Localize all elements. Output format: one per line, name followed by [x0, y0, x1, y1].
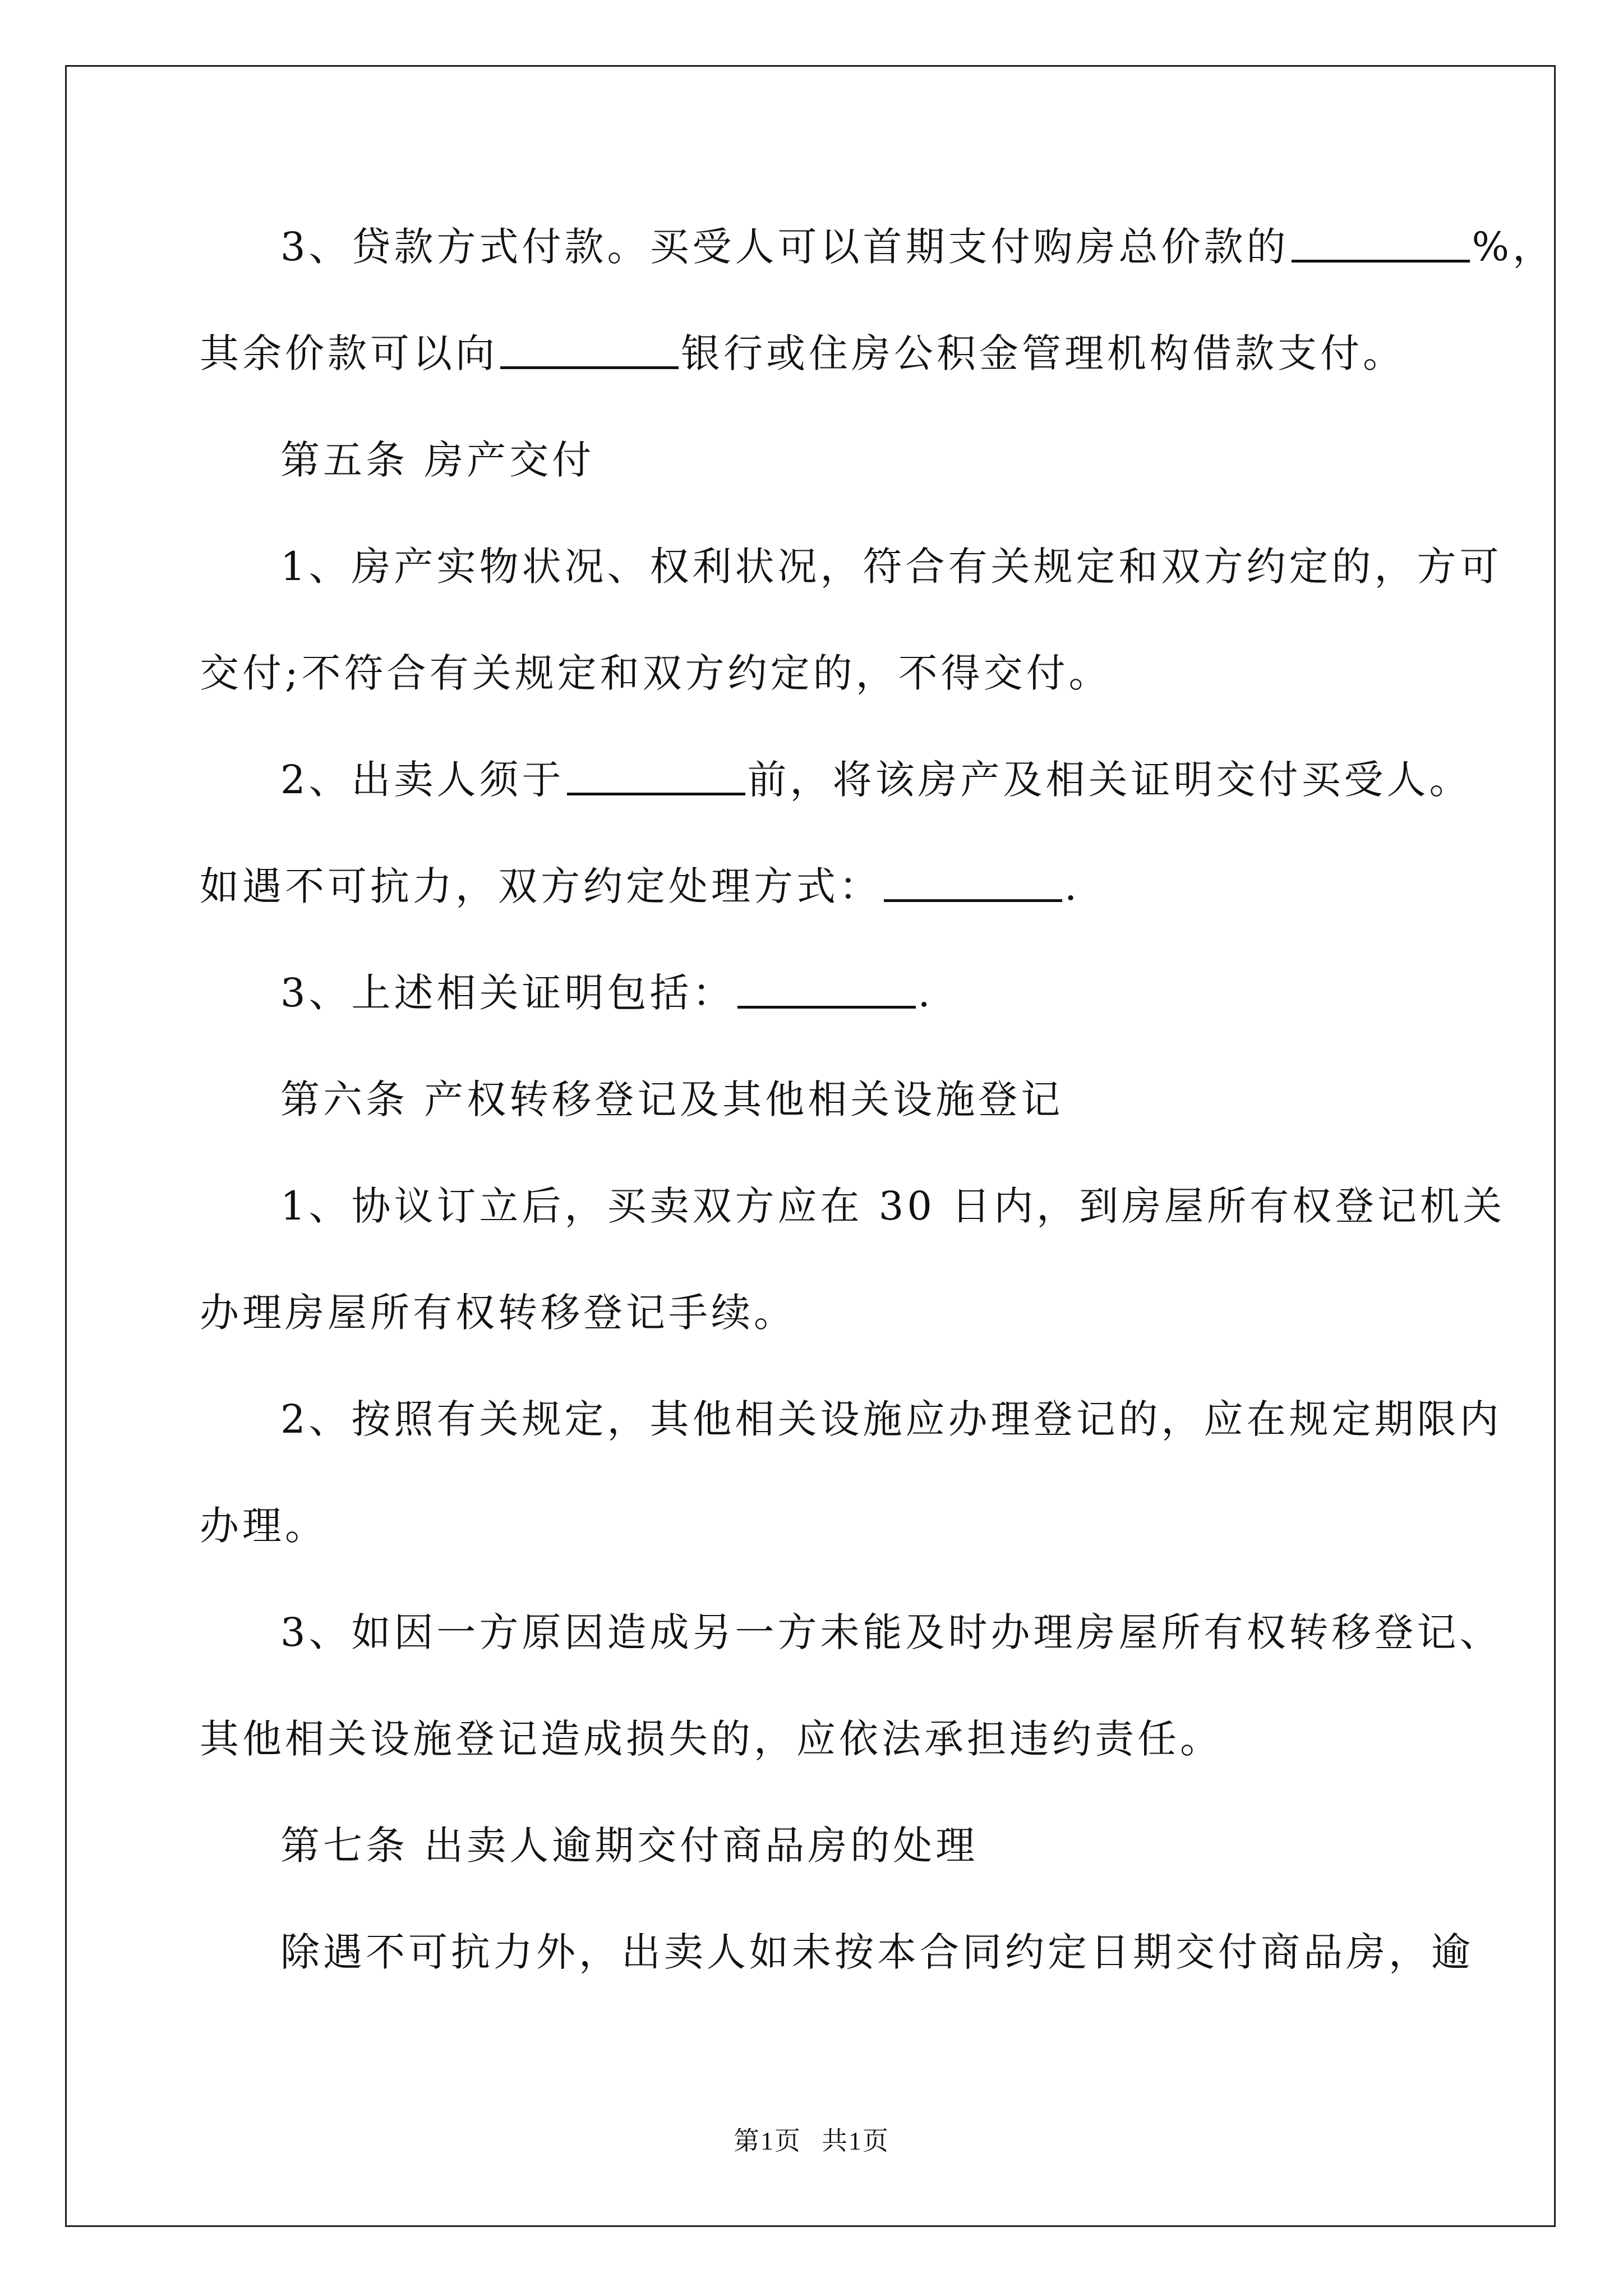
blank-field-handling-method	[884, 857, 1062, 902]
page-footer	[0, 2120, 1623, 2157]
paragraph-registration: 1、协议订立后，买卖双方应在 30 日内，到房屋所有权登记机关	[280, 1183, 1506, 1229]
blank-field-certificates	[737, 963, 916, 1009]
text-segment: 银行或住房公积金管理机构借款支付。	[681, 330, 1405, 376]
blank-field-down-payment-percent	[1292, 217, 1470, 263]
page-border	[65, 65, 1556, 2227]
paragraph-loan-payment-cont	[200, 320, 1405, 387]
article-6-title: 第六条 产权转移登记及其他相关设施登记	[280, 1076, 1064, 1122]
paragraph-registration-cont: 办理房屋所有权转移登记手续。	[200, 1290, 796, 1336]
text-segment: 其余价款可以向	[200, 330, 498, 376]
article-5-title: 第五条 房产交付	[280, 437, 595, 483]
text-segment: .	[917, 970, 934, 1016]
paragraph-facility-registration-cont: 办理。	[200, 1503, 328, 1549]
text-segment: 前，将该房产及相关证明交付买受人。	[747, 757, 1472, 803]
article-7-title: 第七条 出卖人逾期交付商品房的处理	[280, 1823, 979, 1869]
blank-field-delivery-date	[567, 750, 745, 795]
paragraph-late-delivery: 除遇不可抗力外，出卖人如未按本合同约定日期交付商品房，逾	[280, 1929, 1474, 1975]
text-segment: 3、贷款方式付款。买受人可以首期支付购房总价款的	[280, 224, 1289, 270]
blank-field-bank-name	[500, 324, 679, 369]
text-segment: 3、上述相关证明包括：	[280, 970, 735, 1016]
text-segment: 如遇不可抗力，双方约定处理方式：	[200, 863, 882, 909]
paragraph-facility-registration: 2、按照有关规定，其他相关设施应办理登记的，应在规定期限内	[280, 1396, 1502, 1442]
paragraph-certificates	[280, 959, 934, 1027]
paragraph-force-majeure	[200, 853, 1080, 920]
text-segment: %，	[1472, 224, 1556, 270]
paragraph-liability: 3、如因一方原因造成另一方未能及时办理房屋所有权转移登记、	[280, 1609, 1502, 1655]
paragraph-loan-payment	[280, 213, 1555, 280]
paragraph-delivery-condition: 1、房产实物状况、权利状况，符合有关规定和双方约定的，方可	[280, 544, 1502, 590]
paragraph-liability-cont: 其他相关设施登记造成损失的，应依法承担违约责任。	[200, 1716, 1223, 1762]
page-number: 第1页	[734, 2127, 801, 2155]
text-segment: .	[1064, 863, 1081, 909]
paragraph-delivery-date	[280, 746, 1472, 813]
text-segment: 2、出卖人须于	[280, 757, 565, 803]
page-total: 共1页	[822, 2127, 889, 2155]
paragraph-delivery-condition-cont: 交付;不符合有关规定和双方约定的，不得交付。	[200, 650, 1112, 696]
